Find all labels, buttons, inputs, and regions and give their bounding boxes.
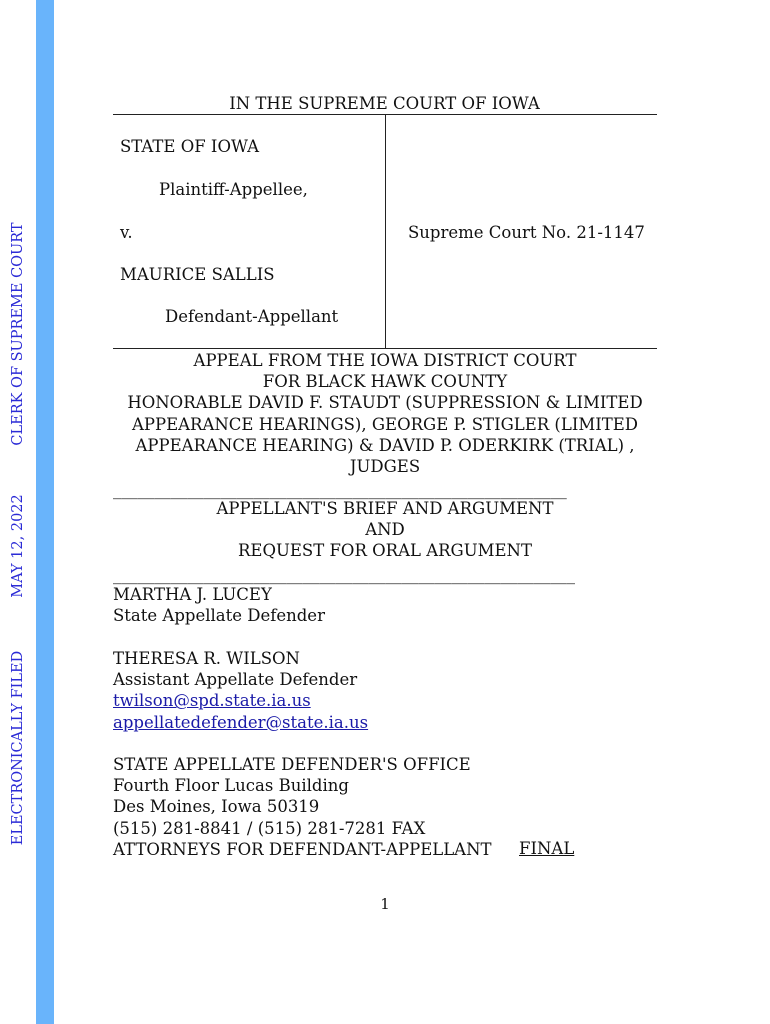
appeal-line: APPEARANCE HEARING) & DAVID P. ODERKIRK (TRIAL) , (135, 435, 635, 455)
email-link-appellate[interactable]: appellatedefender@state.ia.us (113, 712, 369, 732)
defender-name: MARTHA J. LUCEY (113, 585, 272, 604)
court-title: IN THE SUPREME COURT OF IOWA (229, 94, 540, 113)
appeal-line: APPEAL FROM THE IOWA DISTRICT COURT (193, 351, 577, 370)
caption-divider (385, 115, 386, 348)
assistant-title: Assistant Appellate Defender (113, 670, 358, 690)
defender-block (113, 584, 325, 626)
filing-stamp-clerk: CLERK OF SUPREME COURT (10, 222, 26, 446)
filing-stamp-date: MAY 12, 2022 (10, 494, 26, 598)
plaintiff-role: Plaintiff-Appellee, (159, 180, 308, 199)
email-link-wilson[interactable]: twilson@spd.state.ia.us (113, 691, 311, 711)
plaintiff-name: STATE OF IOWA (120, 137, 260, 156)
filing-stamp-filed: ELECTRONICALLY FILED (10, 650, 26, 846)
assistant-name: THERESA R. WILSON (113, 649, 300, 668)
caption-bottom-rule (113, 348, 657, 349)
appeal-line: FOR BLACK HAWK COUNTY (262, 372, 508, 392)
case-number: Supreme Court No. 21-1147 (408, 223, 645, 242)
appeal-line: JUDGES (349, 457, 421, 477)
appeal-line: HONORABLE DAVID F. STAUDT (SUPPRESSION & LIMITED (127, 393, 643, 413)
brief-line: REQUEST FOR ORAL ARGUMENT (237, 541, 533, 561)
defender-title: State Appellate Defender (113, 606, 325, 626)
appeal-heading (113, 350, 657, 477)
office-name: STATE APPELLATE DEFENDER'S OFFICE (113, 755, 471, 774)
assistant-block (113, 648, 368, 733)
office-phone: (515) 281-8841 / (515) 281-7281 FAX (113, 818, 426, 838)
page-number: 1 (380, 895, 390, 913)
brief-title (113, 498, 657, 562)
attorneys-for: ATTORNEYS FOR DEFENDANT-APPELLANT (113, 839, 492, 859)
brief-line: AND (365, 520, 405, 540)
office-address-1: Fourth Floor Lucas Building (113, 776, 349, 796)
defendant-name: MAURICE SALLIS (120, 265, 275, 284)
brief-line: APPELLANT'S BRIEF AND ARGUMENT (216, 499, 554, 518)
office-address-2: Des Moines, Iowa 50319 (113, 797, 320, 817)
separator-line: _______________________________________________________ (113, 480, 567, 499)
separator-line: ________________________________________________________ (113, 565, 575, 584)
filing-stamp (3, 0, 33, 1024)
versus: v. (120, 223, 133, 242)
defendant-role: Defendant-Appellant (165, 307, 339, 326)
office-block (113, 754, 492, 860)
final-label: FINAL (519, 839, 575, 858)
appeal-line: APPEARANCE HEARINGS), GEORGE P. STIGLER (LIMITED (131, 414, 639, 434)
left-margin-stripe (36, 0, 54, 1024)
